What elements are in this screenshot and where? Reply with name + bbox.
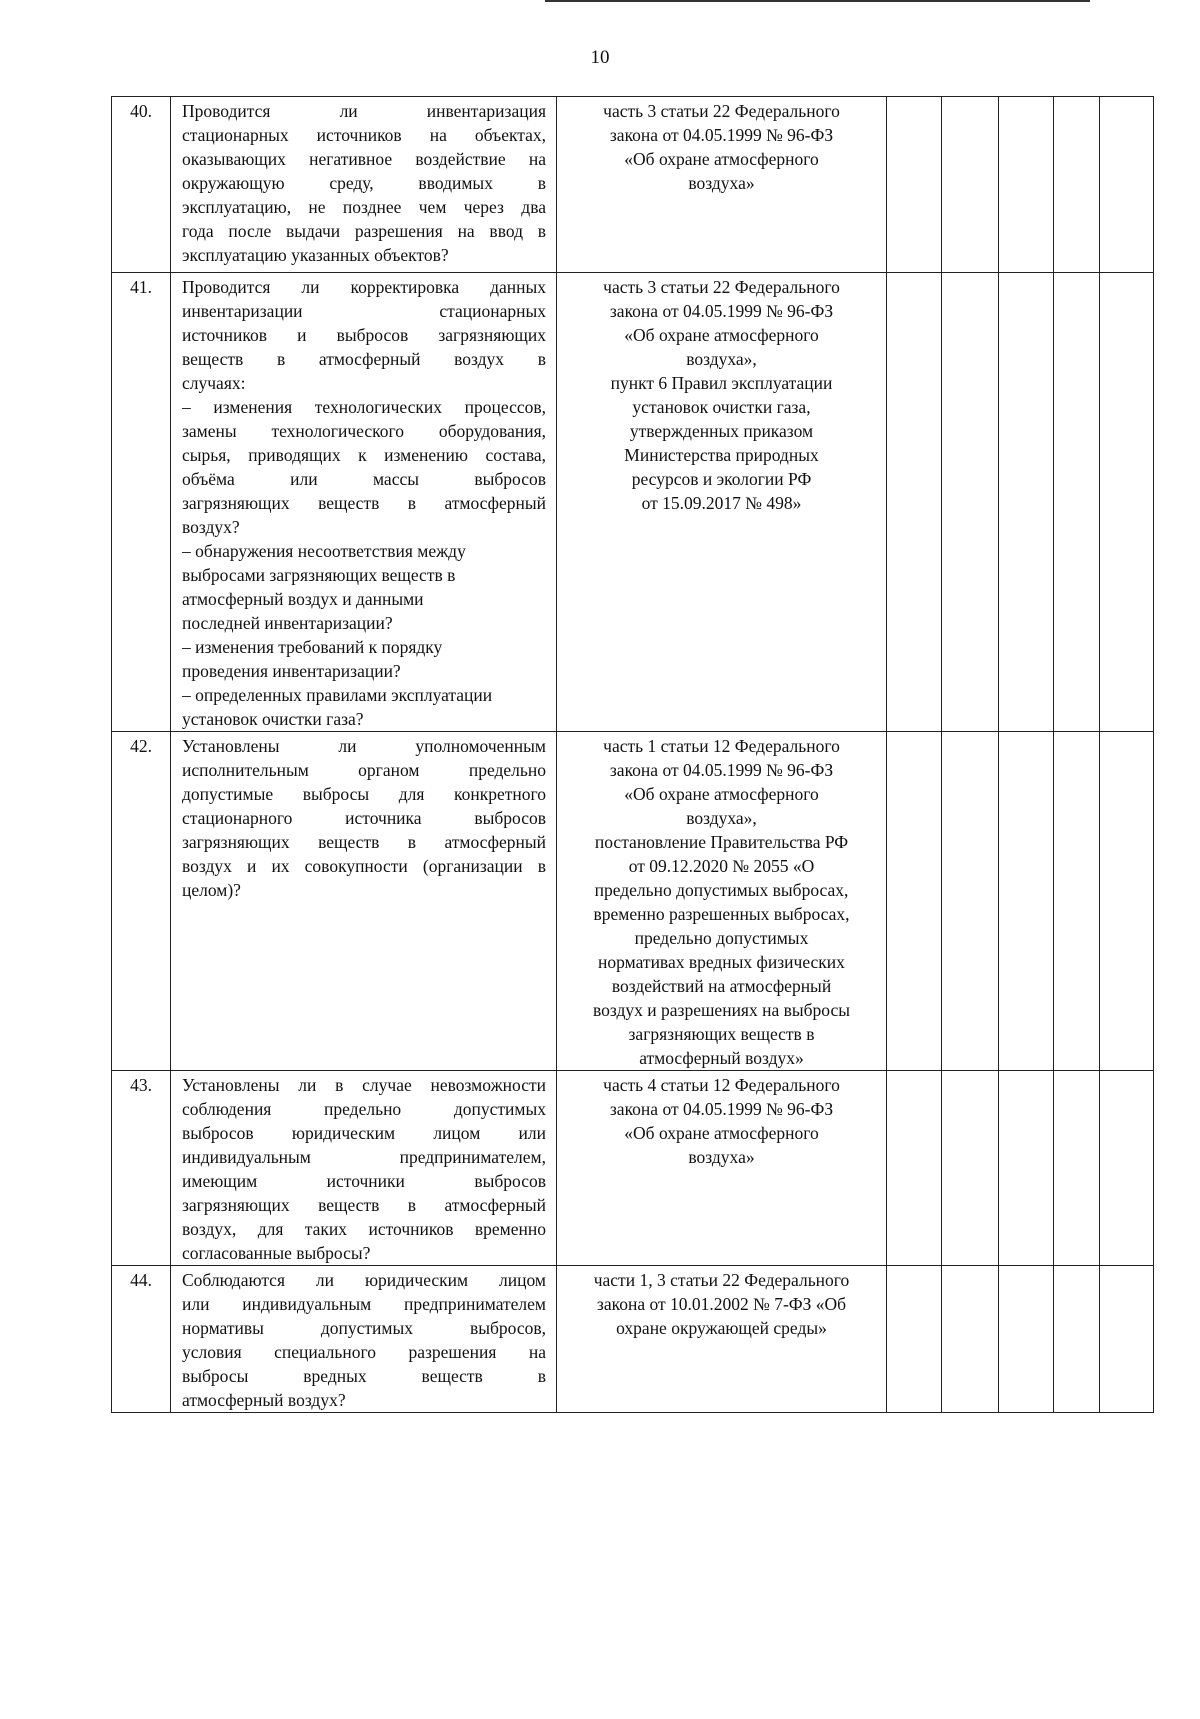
- question-line: Установлены ли уполномоченным: [182, 736, 546, 756]
- question-line: – определенных правилами эксплуатации: [182, 685, 493, 705]
- legal-basis-line: закона от 04.05.1999 № 96-ФЗ: [609, 301, 834, 321]
- table-row: [112, 1266, 1154, 1413]
- legal-basis-line: закона от 04.05.1999 № 96-ФЗ: [609, 1099, 834, 1119]
- row-number: 42.: [112, 732, 171, 1071]
- answer-cell: [887, 273, 942, 732]
- legal-basis-line: воздух и разрешениях на выбросы: [593, 1000, 850, 1020]
- answer-cell: [887, 1266, 942, 1413]
- question-line: объёма или массы выбросов: [182, 469, 546, 489]
- question-line: загрязняющих веществ в атмосферный: [182, 1195, 546, 1215]
- answer-cell: [942, 1071, 999, 1266]
- question-line: установок очистки газа?: [182, 709, 364, 729]
- legal-basis-line: охране окружающей среды»: [616, 1318, 827, 1338]
- question-line: имеющим источники выбросов: [182, 1171, 546, 1191]
- question-line: эксплуатацию, не позднее чем через два: [182, 197, 546, 217]
- table-row: [112, 273, 1154, 732]
- legal-basis-line: установок очистки газа,: [632, 397, 811, 417]
- legal-basis-line: предельно допустимых выбросах,: [594, 880, 849, 900]
- question-text: [171, 97, 557, 273]
- question-line: – изменения технологических процессов,: [182, 397, 546, 417]
- question-line: последней инвентаризации?: [182, 613, 393, 633]
- legal-basis-line: «Об охране атмосферного: [624, 1123, 819, 1143]
- question-line: допустимые выбросы для конкретного: [182, 784, 546, 804]
- answer-cell: [999, 732, 1054, 1071]
- question-line: соблюдения предельно допустимых: [182, 1099, 546, 1119]
- page-number: 10: [590, 47, 610, 68]
- legal-basis-line: Министерства природных: [624, 445, 819, 465]
- table-row: [112, 732, 1154, 1071]
- answer-cell: [999, 97, 1054, 273]
- legal-basis: [557, 1266, 887, 1413]
- answer-cell: [999, 1071, 1054, 1266]
- legal-basis-line: воздуха»,: [686, 349, 757, 369]
- row-number: 44.: [112, 1266, 171, 1413]
- legal-basis: [557, 732, 887, 1071]
- question-line: случаях:: [182, 373, 246, 393]
- question-line: выбросы вредных веществ в: [182, 1366, 546, 1386]
- question-line: загрязняющих веществ в атмосферный: [182, 493, 546, 513]
- answer-cell: [1100, 1266, 1154, 1413]
- question-line: эксплуатацию указанных объектов?: [182, 245, 449, 265]
- question-line: источников и выбросов загрязняющих: [182, 325, 546, 345]
- answer-cell: [1100, 1071, 1154, 1266]
- legal-basis-line: предельно допустимых: [634, 928, 809, 948]
- table-row: [112, 1071, 1154, 1266]
- question-line: – изменения требований к порядку: [182, 637, 443, 657]
- row-number: 43.: [112, 1071, 171, 1266]
- question-line: согласованные выбросы?: [182, 1243, 371, 1263]
- question-line: целом)?: [182, 880, 241, 900]
- legal-basis: [557, 1071, 887, 1266]
- answer-cell: [999, 273, 1054, 732]
- legal-basis-line: воздействий на атмосферный: [611, 976, 832, 996]
- question-line: проведения инвентаризации?: [182, 661, 401, 681]
- answer-cell: [1100, 273, 1154, 732]
- legal-basis-line: от 15.09.2017 № 498»: [641, 493, 802, 513]
- question-line: оказывающих негативное воздействие на: [182, 149, 546, 169]
- question-line: исполнительным органом предельно: [182, 760, 546, 780]
- question-line: воздух?: [182, 517, 240, 537]
- question-text: [171, 1266, 557, 1413]
- legal-basis-line: временно разрешенных выбросах,: [593, 904, 850, 924]
- answer-cell: [887, 732, 942, 1071]
- question-line: стационарного источника выбросов: [182, 808, 546, 828]
- answer-cell: [1054, 97, 1100, 273]
- answer-cell: [999, 1266, 1054, 1413]
- question-text: [171, 273, 557, 732]
- question-line: условия специального разрешения на: [182, 1342, 546, 1362]
- question-line: или индивидуальным предпринимателем: [182, 1294, 546, 1314]
- answer-cell: [1054, 732, 1100, 1071]
- legal-basis-line: пункт 6 Правил эксплуатации: [610, 373, 833, 393]
- legal-basis: [557, 273, 887, 732]
- legal-basis-line: от 09.12.2020 № 2055 «О: [628, 856, 815, 876]
- question-line: сырья, приводящих к изменению состава,: [182, 445, 546, 465]
- question-line: нормативы допустимых выбросов,: [182, 1318, 546, 1338]
- legal-basis-line: загрязняющих веществ в: [628, 1024, 815, 1044]
- answer-cell: [942, 273, 999, 732]
- question-line: года после выдачи разрешения на ввод в: [182, 221, 546, 241]
- question-line: окружающую среду, вводимых в: [182, 173, 546, 193]
- legal-basis-line: утвержденных приказом: [629, 421, 814, 441]
- question-line: замены технологического оборудования,: [182, 421, 546, 441]
- question-text: [171, 732, 557, 1071]
- question-line: атмосферный воздух и данными: [182, 589, 424, 609]
- question-line: Проводится ли инвентаризация: [182, 101, 546, 121]
- legal-basis-line: часть 3 статьи 22 Федерального: [603, 277, 840, 297]
- question-line: стационарных источников на объектах,: [182, 125, 546, 145]
- answer-cell: [942, 732, 999, 1071]
- answer-cell: [1054, 1071, 1100, 1266]
- legal-basis-line: закона от 04.05.1999 № 96-ФЗ: [609, 760, 834, 780]
- question-line: атмосферный воздух?: [182, 1390, 346, 1410]
- legal-basis-line: закона от 04.05.1999 № 96-ФЗ: [609, 125, 834, 145]
- legal-basis-line: воздуха»: [688, 173, 755, 193]
- question-line: – обнаружения несоответствия между: [182, 541, 466, 561]
- answer-cell: [942, 97, 999, 273]
- question-line: Установлены ли в случае невозможности: [182, 1075, 546, 1095]
- checklist-table: [111, 96, 1154, 1413]
- question-line: Проводится ли корректировка данных: [182, 277, 546, 297]
- question-line: Соблюдаются ли юридическим лицом: [182, 1270, 546, 1290]
- legal-basis-line: воздуха»: [688, 1147, 755, 1167]
- legal-basis-line: нормативах вредных физических: [598, 952, 845, 972]
- row-number: 41.: [112, 273, 171, 732]
- question-line: выбросами загрязняющих веществ в: [182, 565, 456, 585]
- answer-cell: [1100, 732, 1154, 1071]
- legal-basis-line: ресурсов и экологии РФ: [631, 469, 812, 489]
- row-number: 40.: [112, 97, 171, 273]
- question-line: индивидуальным предпринимателем,: [182, 1147, 546, 1167]
- legal-basis-line: воздуха»,: [686, 808, 757, 828]
- answer-cell: [1100, 97, 1154, 273]
- top-border-line: [545, 0, 1090, 2]
- legal-basis-line: части 1, 3 статьи 22 Федерального: [593, 1270, 850, 1290]
- question-line: выбросов юридическим лицом или: [182, 1123, 546, 1143]
- legal-basis-line: «Об охране атмосферного: [624, 784, 819, 804]
- legal-basis: [557, 97, 887, 273]
- legal-basis-line: «Об охране атмосферного: [624, 149, 819, 169]
- table-row: [112, 97, 1154, 273]
- question-line: воздух и их совокупности (организации в: [182, 856, 546, 876]
- question-line: воздух, для таких источников временно: [182, 1219, 546, 1239]
- legal-basis-line: закона от 10.01.2002 № 7-ФЗ «Об: [596, 1294, 847, 1314]
- legal-basis-line: постановление Правительства РФ: [594, 832, 849, 852]
- question-text: [171, 1071, 557, 1266]
- question-line: инвентаризации стационарных: [182, 301, 546, 321]
- answer-cell: [1054, 273, 1100, 732]
- answer-cell: [942, 1266, 999, 1413]
- legal-basis-line: «Об охране атмосферного: [624, 325, 819, 345]
- question-line: загрязняющих веществ в атмосферный: [182, 832, 546, 852]
- answer-cell: [1054, 1266, 1100, 1413]
- answer-cell: [887, 1071, 942, 1266]
- legal-basis-line: часть 1 статьи 12 Федерального: [603, 736, 840, 756]
- legal-basis-line: часть 3 статьи 22 Федерального: [603, 101, 840, 121]
- answer-cell: [887, 97, 942, 273]
- question-line: веществ в атмосферный воздух в: [182, 349, 546, 369]
- legal-basis-line: атмосферный воздух»: [639, 1048, 804, 1068]
- legal-basis-line: часть 4 статьи 12 Федерального: [603, 1075, 840, 1095]
